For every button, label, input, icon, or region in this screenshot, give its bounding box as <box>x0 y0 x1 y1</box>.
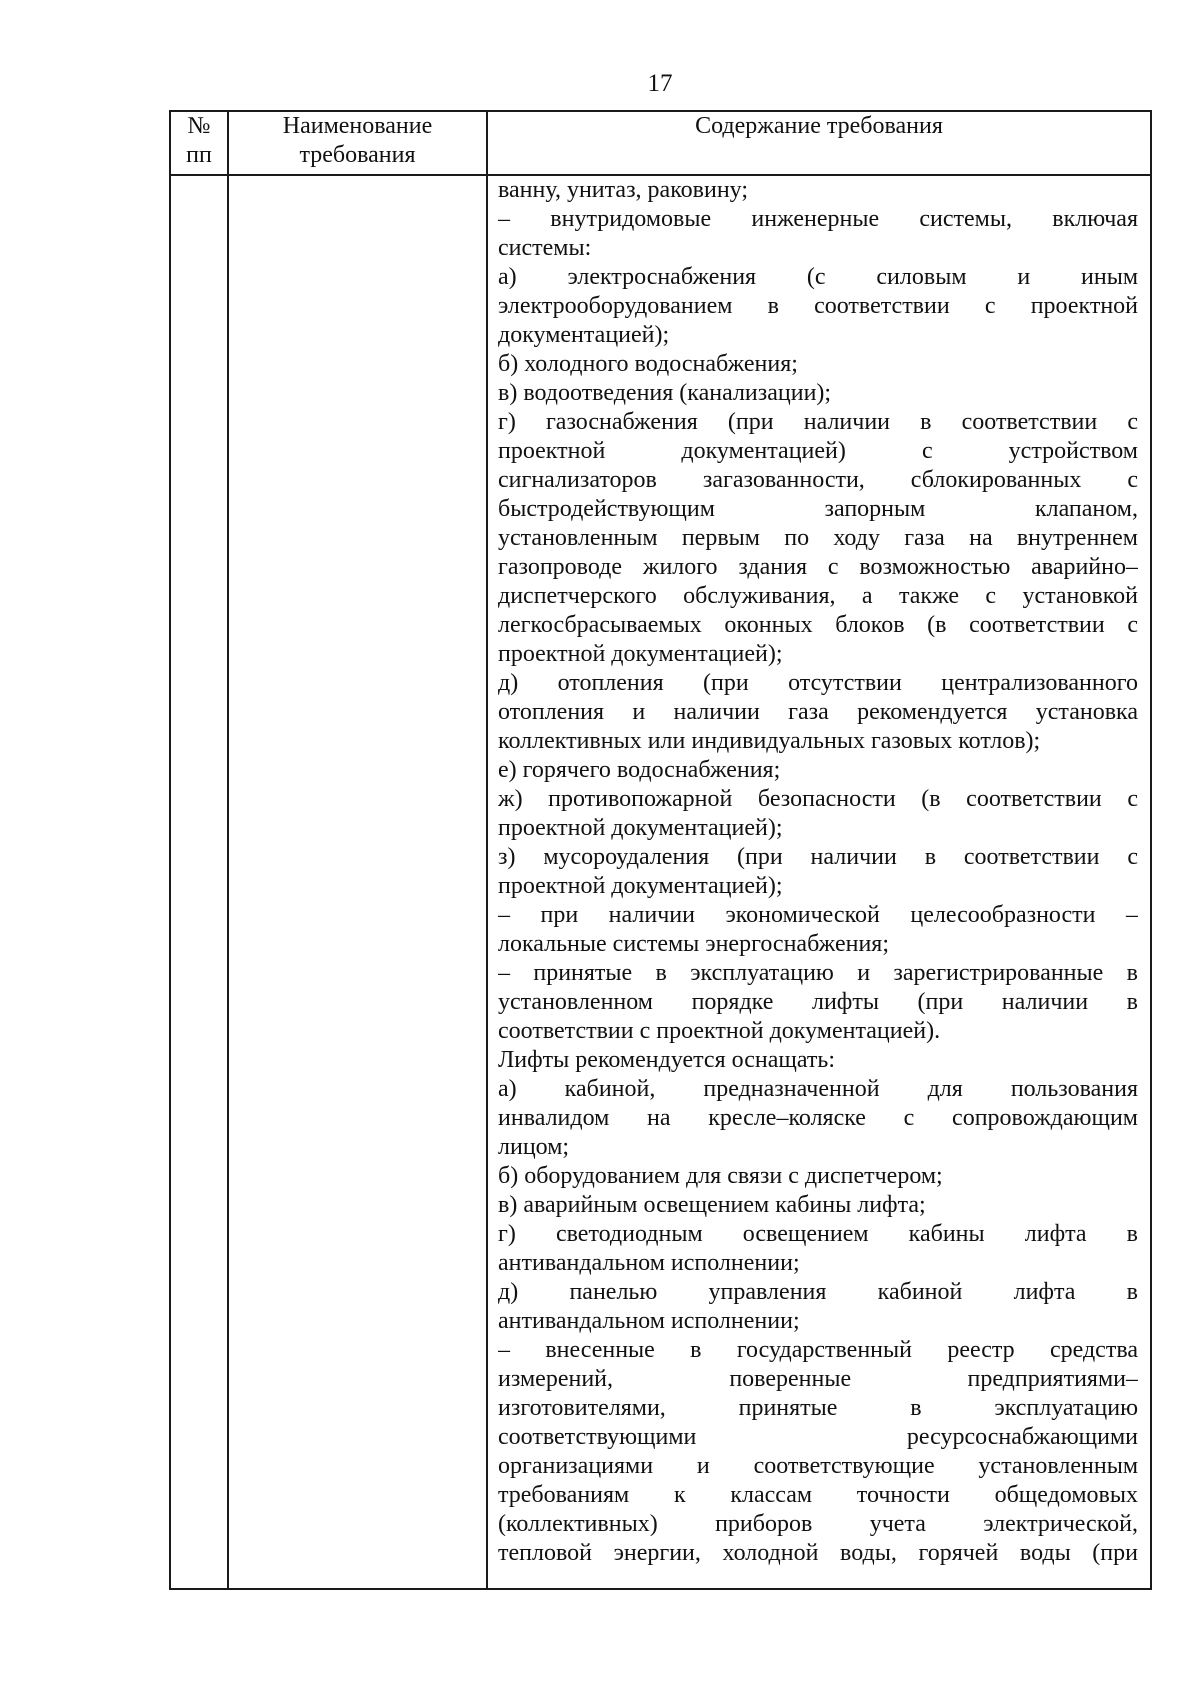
text-line: соответствующими ресурсоснабжающими <box>498 1424 1138 1450</box>
text-line: сигнализаторов загазованности, сблокированных с <box>498 467 1138 493</box>
text-line: проектной документацией); <box>498 641 783 667</box>
text-line: – внутридомовые инженерные системы, включая <box>498 206 1138 232</box>
text-line: антивандальном исполнении; <box>498 1308 800 1334</box>
table-header-row <box>170 111 1151 175</box>
header-name-line1: Наименование <box>282 113 433 139</box>
row-name-cell <box>228 175 487 1589</box>
text-line: установленном порядке лифты (при наличии в <box>498 989 1138 1015</box>
row-content-cell <box>487 175 1151 1589</box>
text-line: – внесенные в государственный реестр средства <box>498 1337 1138 1363</box>
text-line: системы: <box>498 235 592 261</box>
text-line: в) аварийным освещением кабины лифта; <box>498 1192 926 1218</box>
text-line: а) кабиной, предназначенной для пользования <box>498 1076 1138 1102</box>
text-line: отопления и наличии газа рекомендуется установка <box>498 699 1138 725</box>
header-number <box>170 111 228 175</box>
text-line: быстродействующим запорным клапаном, <box>498 496 1138 522</box>
text-line: ванну, унитаз, раковину; <box>498 177 749 203</box>
text-line: инвалидом на кресле–коляске с сопровождающим <box>498 1105 1138 1131</box>
page-number: 17 <box>647 70 673 97</box>
text-line: д) отопления (при отсутствии централизованного <box>498 670 1138 696</box>
row-number-cell <box>170 175 228 1589</box>
text-line: документацией); <box>498 322 670 348</box>
text-line: – принятые в эксплуатацию и зарегистрированные в <box>498 960 1138 986</box>
text-line: проектной документацией) с устройством <box>498 438 1138 464</box>
header-name <box>228 111 487 175</box>
text-line: е) горячего водоснабжения; <box>498 757 781 783</box>
text-line: г) газоснабжения (при наличии в соответствии с <box>498 409 1138 435</box>
text-line: легкосбрасываемых оконных блоков (в соответствии с <box>498 612 1138 638</box>
requirements-table <box>169 110 1152 1590</box>
text-line: лицом; <box>498 1134 570 1160</box>
text-line: з) мусороудаления (при наличии в соответствии с <box>498 844 1138 870</box>
text-line: ж) противопожарной безопасности (в соответствии с <box>498 786 1138 812</box>
text-line: газопроводе жилого здания с возможностью аварийно– <box>498 554 1138 580</box>
text-line: б) оборудованием для связи с диспетчером; <box>498 1163 943 1189</box>
table-row <box>170 175 1151 1589</box>
header-name-line2: требования <box>299 142 416 168</box>
text-line: антивандальном исполнении; <box>498 1250 800 1276</box>
text-line: в) водоотведения (канализации); <box>498 380 832 406</box>
text-line: Лифты рекомендуется оснащать: <box>498 1047 835 1073</box>
header-number-line2: пп <box>186 142 212 168</box>
text-line: установленным первым по ходу газа на внутреннем <box>498 525 1138 551</box>
text-line: г) светодиодным освещением кабины лифта в <box>498 1221 1138 1247</box>
text-line: диспетчерского обслуживания, а также с установкой <box>498 583 1138 609</box>
header-number-line1: № <box>187 113 211 139</box>
text-line: организациями и соответствующие установленным <box>498 1453 1138 1479</box>
text-line: локальные системы энергоснабжения; <box>498 931 889 957</box>
header-content: Содержание требования <box>487 111 1151 175</box>
text-line: требованиям к классам точности общедомовых <box>498 1482 1138 1508</box>
text-line: изготовителями, принятые в эксплуатацию <box>498 1395 1138 1421</box>
text-line: соответствии с проектной документацией). <box>498 1018 941 1044</box>
text-line: – при наличии экономической целесообразности – <box>498 902 1138 928</box>
text-line: (коллективных) приборов учета электрической, <box>498 1511 1138 1537</box>
text-line: проектной документацией); <box>498 873 783 899</box>
text-line: измерений, поверенные предприятиями– <box>498 1366 1138 1392</box>
text-line: коллективных или индивидуальных газовых котлов); <box>498 728 1041 754</box>
text-line: а) электроснабжения (с силовым и иным <box>498 264 1138 290</box>
text-line: проектной документацией); <box>498 815 783 841</box>
text-line: электрооборудованием в соответствии с проектной <box>498 293 1138 319</box>
text-line: д) панелью управления кабиной лифта в <box>498 1279 1138 1305</box>
text-line: б) холодного водоснабжения; <box>498 351 798 377</box>
requirement-text <box>498 176 1138 1568</box>
text-line: тепловой энергии, холодной воды, горячей воды (при <box>498 1540 1138 1566</box>
